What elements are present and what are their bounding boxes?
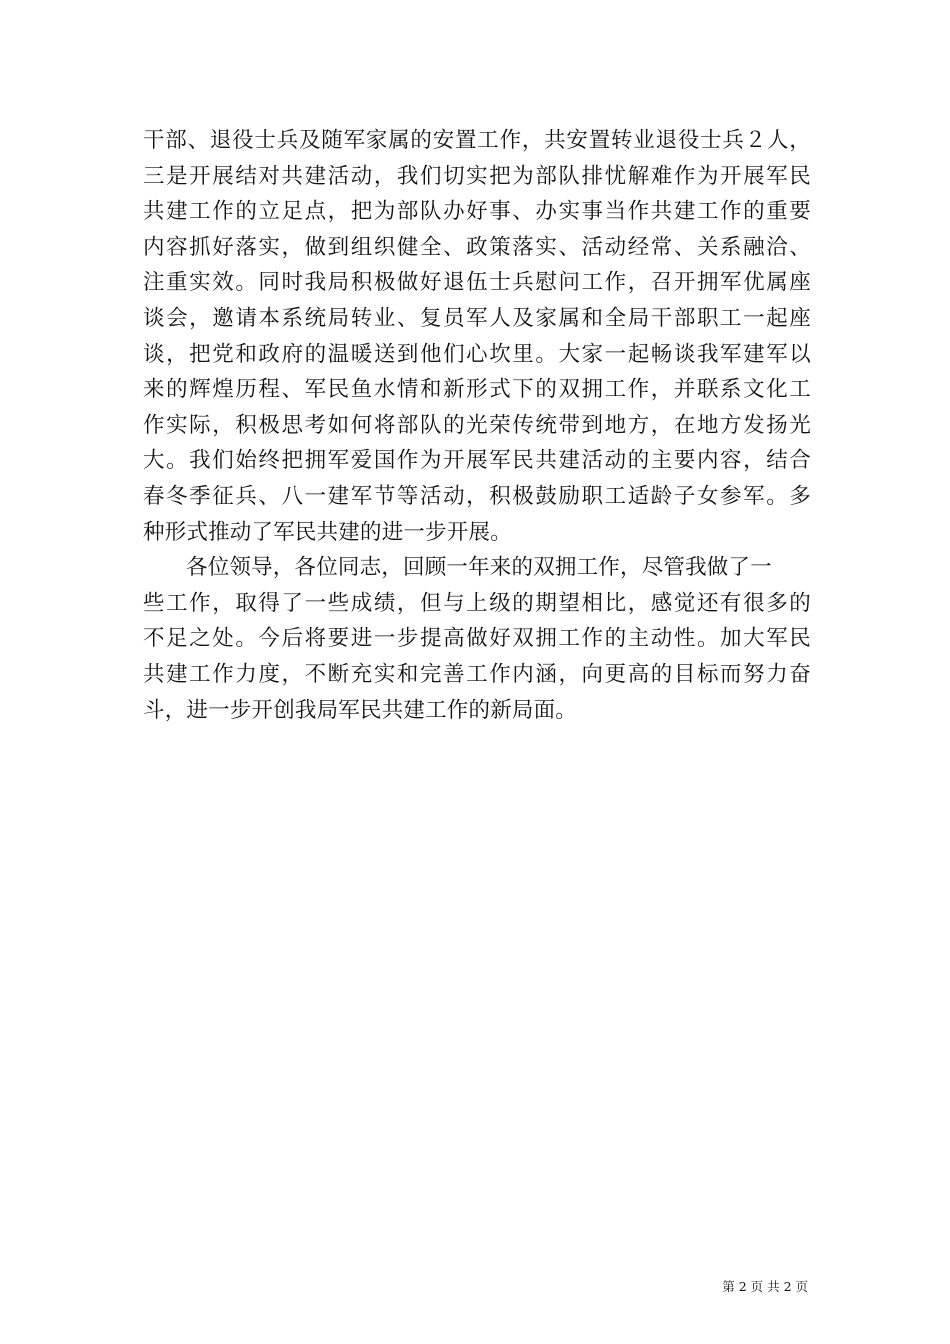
paragraph-2	[143, 550, 811, 728]
text-line: 内容抓好落实，做到组织健全、政策落实、活动经常、关系融洽、	[143, 234, 811, 260]
text-line: 谈会，邀请本系统局转业、复员军人及家属和全局干部职工一起座	[143, 305, 811, 331]
text-line: 干部、退役士兵及随军家属的安置工作，共安置转业退役士兵２人，	[143, 128, 811, 153]
text-line: 谈，把党和政府的温暖送到他们心坎里。大家一起畅谈我军建军以	[143, 341, 811, 367]
text-line: 春冬季征兵、八一建军节等活动，积极鼓励职工适龄子女参军。多	[143, 483, 811, 509]
text-line: 来的辉煌历程、军民鱼水情和新形式下的双拥工作，并联系文化工	[143, 377, 811, 403]
text-line: 共建工作的立足点，把为部队办好事、办实事当作共建工作的重要	[143, 199, 811, 225]
paragraph-1	[143, 123, 811, 550]
text-line-indented: 各位领导，各位同志，回顾一年来的双拥工作，尽管我做了一	[186, 555, 772, 581]
text-line: 不足之处。今后将要进一步提高做好双拥工作的主动性。加大军民	[143, 626, 811, 652]
text-line: 种形式推动了军民共建的进一步开展。	[143, 519, 512, 545]
text-line: 三是开展结对共建活动，我们切实把为部队排忧解难作为开展军民	[143, 163, 811, 189]
text-line: 些工作，取得了一些成绩，但与上级的期望相比，感觉还有很多的	[143, 590, 811, 616]
document-body	[143, 123, 811, 728]
text-line: 注重实效。同时我局积极做好退伍士兵慰问工作，召开拥军优属座	[143, 270, 811, 296]
text-line: 作实际，积极思考如何将部队的光荣传统带到地方，在地方发扬光	[143, 412, 811, 438]
text-line: 共建工作力度，不断充实和完善工作内涵，向更高的目标而努力奋	[143, 661, 811, 687]
page-number-footer: 第 2 页 共 2 页	[722, 1279, 808, 1294]
text-line: 斗，进一步开创我局军民共建工作的新局面。	[143, 697, 578, 723]
text-line: 大。我们始终把拥军爱国作为开展军民共建活动的主要内容，结合	[143, 448, 811, 474]
